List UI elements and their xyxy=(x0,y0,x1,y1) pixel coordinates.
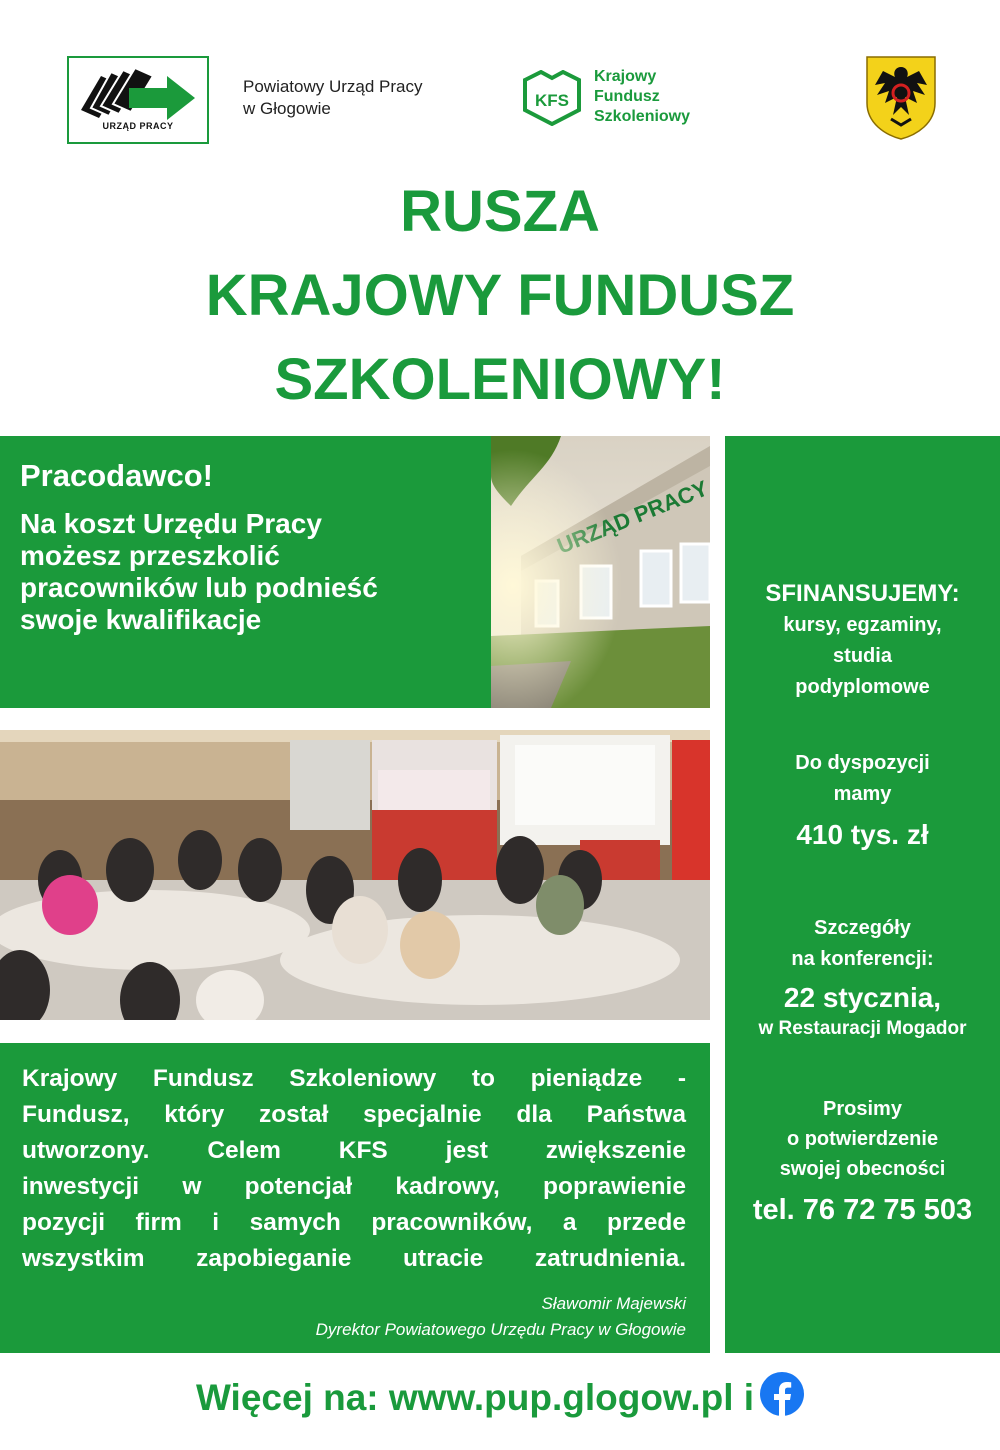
phone-number: tel. 76 72 75 503 xyxy=(752,1194,973,1226)
footer xyxy=(0,1372,1000,1422)
kfs-name-line3: Szkoleniowy xyxy=(594,108,691,125)
quote-line2: Fundusz, który został specjalnie dla Państwa xyxy=(22,1101,686,1128)
finance-item-2: studia xyxy=(833,645,892,667)
budget-line1: Do dyspozycji xyxy=(795,752,930,774)
headline-line2: KRAJOWY FUNDUSZ xyxy=(205,263,795,328)
facebook-icon[interactable] xyxy=(760,1372,804,1416)
quote-box xyxy=(0,1043,710,1353)
conference-date: 22 stycznia, xyxy=(783,982,942,1013)
finance-block xyxy=(725,578,1000,703)
quote-line6: wszystkim zapobieganie utracie zatrudnienia. xyxy=(22,1245,686,1272)
website-link[interactable]: Więcej na: www.pup.glogow.pl i xyxy=(195,1377,755,1418)
headline-line3: SZKOLENIOWY! xyxy=(274,347,726,412)
employer-intro-box xyxy=(0,436,491,708)
building-photo xyxy=(491,436,710,708)
confirm-line3: swojej obecności xyxy=(779,1158,946,1180)
headline-line1: RUSZA xyxy=(400,179,600,244)
conference-line2: na konferencji: xyxy=(791,948,934,970)
quote-line1: Krajowy Fundusz Szkoleniowy to pieniądze - xyxy=(22,1065,686,1092)
quote-line4: inwestycji w potencjał kadrowy, poprawienie xyxy=(22,1173,686,1200)
coat-of-arms-icon xyxy=(865,55,937,141)
headline xyxy=(0,170,1000,422)
quote-line3: utworzony. Celem KFS jest zwiększenie xyxy=(22,1137,686,1164)
intro-line3: pracowników lub podnieść xyxy=(20,572,378,603)
kfs-name-line2: Fundusz xyxy=(594,88,660,105)
kfs-logo-text: KFS xyxy=(535,91,569,110)
pup-name-line1: Powiatowy Urząd Pracy xyxy=(243,77,423,96)
quote-author: Sławomir Majewski xyxy=(541,1294,686,1313)
finance-item-1: kursy, egzaminy, xyxy=(783,614,942,636)
quote-author-role: Dyrektor Powiatowego Urzędu Pracy w Głogowie xyxy=(315,1320,686,1339)
conference-line1: Szczegóły xyxy=(814,917,911,939)
finance-item-3: podyplomowe xyxy=(795,676,930,698)
intro-line2: możesz przeszkolić xyxy=(20,540,280,571)
kfs-name-line1: Krajowy xyxy=(594,68,657,85)
confirm-line1: Prosimy xyxy=(823,1098,902,1120)
conference-place: w Restauracji Mogador xyxy=(758,1018,967,1039)
budget-line2: mamy xyxy=(833,783,892,805)
conference-photo xyxy=(0,730,710,1020)
confirm-line2: o potwierdzenie xyxy=(786,1128,939,1150)
pup-name-line2: w Głogowie xyxy=(243,99,331,118)
quote-line5: pozycji firm i samych pracowników, a przede xyxy=(22,1209,686,1236)
kfs-name xyxy=(594,67,690,127)
quote-signature xyxy=(22,1291,686,1343)
intro-line1: Na koszt Urzędu Pracy xyxy=(20,508,322,539)
urzad-pracy-logo-text: URZĄD PRACY xyxy=(102,121,174,131)
urzad-pracy-logo xyxy=(67,56,209,144)
confirm-block xyxy=(725,1094,1000,1232)
budget-block xyxy=(725,748,1000,860)
finance-title: SFINANSUJEMY: xyxy=(765,580,960,607)
kfs-shield-icon xyxy=(521,70,583,126)
intro-line4: swoje kwalifikacje xyxy=(20,604,262,635)
side-info-column xyxy=(725,436,1000,1353)
pup-name xyxy=(243,76,423,120)
budget-amount: 410 tys. zł xyxy=(796,819,929,850)
intro-heading: Pracodawco! xyxy=(20,458,213,493)
conference-block xyxy=(725,913,1000,1042)
